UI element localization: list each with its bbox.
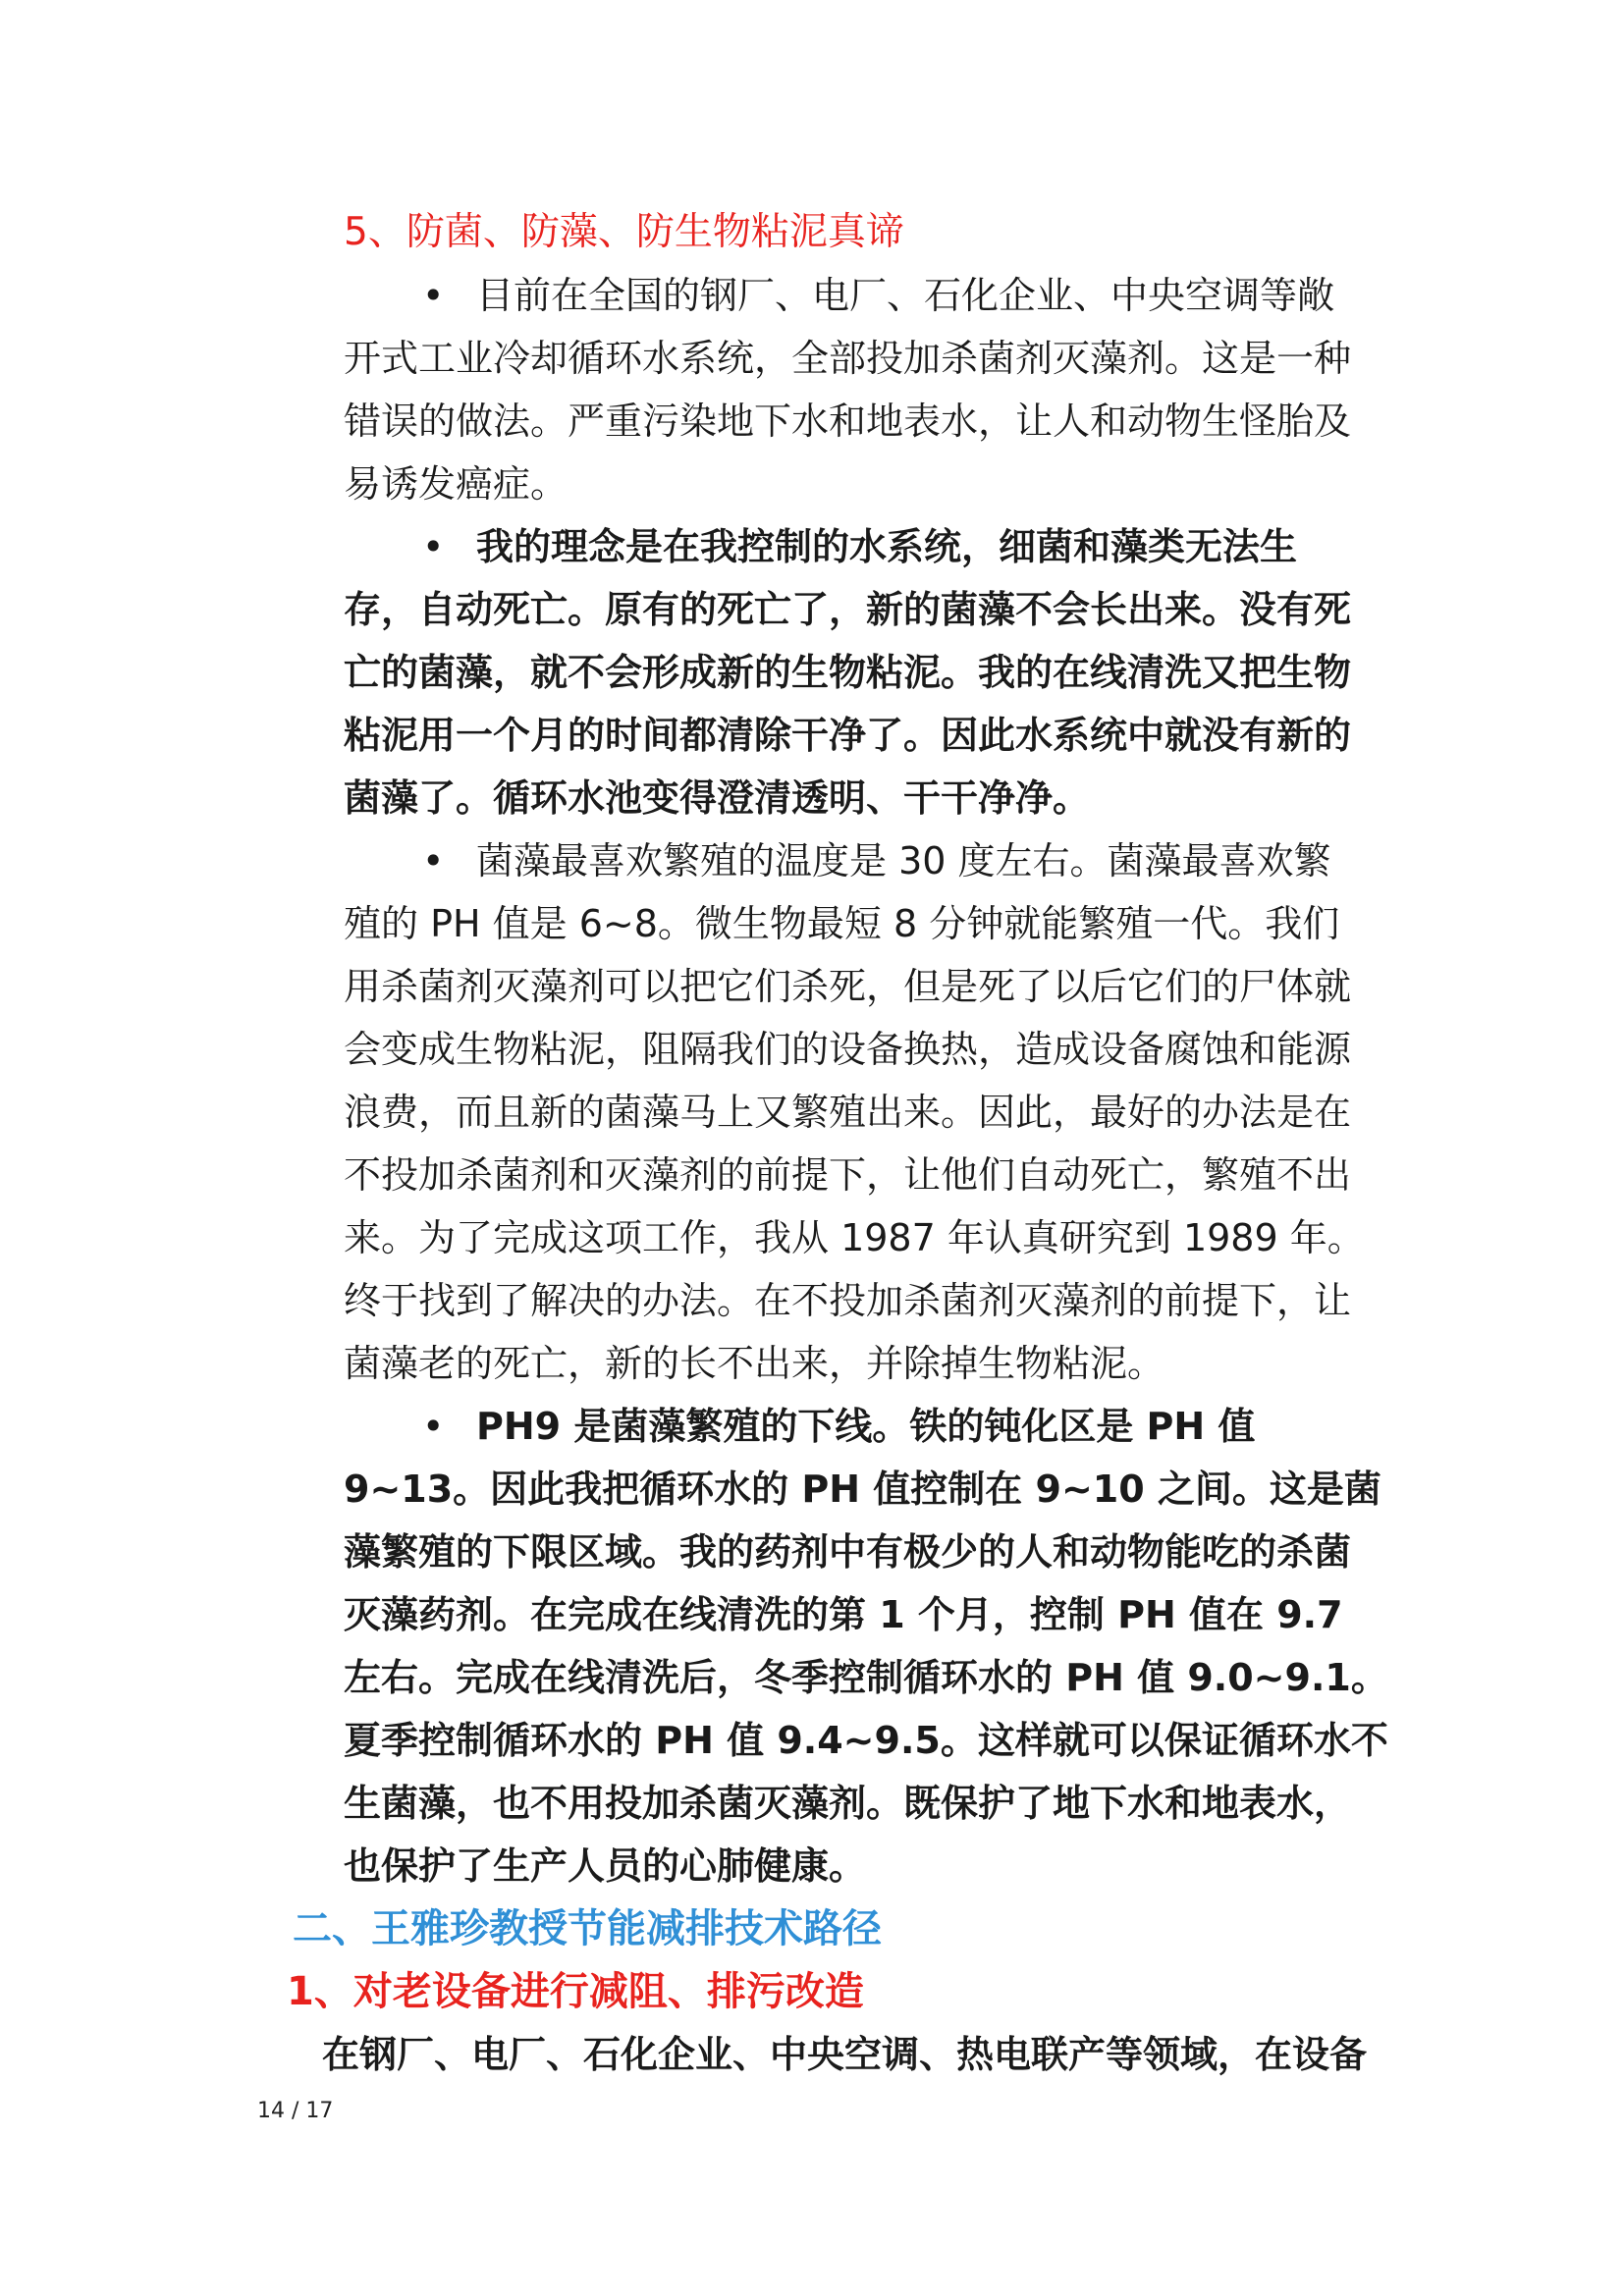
paragraph-line: 错误的做法。严重污染地下水和地表水，让人和动物生怪胎及	[344, 400, 1352, 443]
paragraph-line: 用杀菌剂灭藻剂可以把它们杀死，但是死了以后它们的尸体就	[344, 965, 1352, 1008]
section-heading: 5、防菌、防藻、防生物粘泥真谛	[344, 210, 904, 254]
bullet-icon: •	[422, 839, 445, 882]
paragraph-line: 灭藻药剂。在完成在线清洗的第 1 个月，控制 PH 值在 9.7	[344, 1593, 1343, 1636]
chapter-heading: 二、王雅珍教授节能减排技术路径	[293, 1906, 882, 1951]
paragraph-line: 易诱发癌症。	[344, 462, 568, 506]
paragraph-line: 终于找到了解决的办法。在不投加杀菌剂灭藻剂的前提下，让	[344, 1279, 1352, 1322]
bullet-icon: •	[422, 274, 445, 317]
paragraph-line: 在钢厂、电厂、石化企业、中央空调、热电联产等领域，在设备	[322, 2033, 1368, 2076]
paragraph-line: PH9 是菌藻繁殖的下线。铁的钝化区是 PH 值	[476, 1405, 1256, 1448]
paragraph-line: 亡的菌藻，就不会形成新的生物粘泥。我的在线清洗又把生物	[344, 651, 1352, 694]
paragraph-line: 不投加杀菌剂和灭藻剂的前提下，让他们自动死亡，繁殖不出	[344, 1153, 1352, 1197]
paragraph-line: 夏季控制循环水的 PH 值 9.4~9.5。这样就可以保证循环水不	[344, 1719, 1388, 1762]
paragraph-line: 生菌藻，也不用投加杀菌灭藻剂。既保护了地下水和地表水，	[344, 1782, 1352, 1825]
paragraph-line: 来。为了完成这项工作，我从 1987 年认真研究到 1989 年。	[344, 1216, 1365, 1259]
paragraph-line: 存，自动死亡。原有的死亡了，新的菌藻不会长出来。没有死	[344, 588, 1352, 631]
paragraph-line: 粘泥用一个月的时间都清除干净了。因此水系统中就没有新的	[344, 714, 1352, 757]
paragraph-line: 我的理念是在我控制的水系统，细菌和藻类无法生	[476, 525, 1298, 568]
paragraph-line: 浪费，而且新的菌藻马上又繁殖出来。因此，最好的办法是在	[344, 1091, 1352, 1134]
bullet-icon: •	[422, 525, 445, 568]
paragraph-line: 9~13。因此我把循环水的 PH 值控制在 9~10 之间。这是菌	[344, 1468, 1381, 1511]
bullet-icon: •	[422, 1405, 445, 1448]
paragraph-line: 目前在全国的钢厂、电厂、石化企业、中央空调等敞	[476, 274, 1335, 317]
paragraph-line: 会变成生物粘泥，阻隔我们的设备换热，造成设备腐蚀和能源	[344, 1028, 1352, 1071]
paragraph-line: 也保护了生产人员的心肺健康。	[344, 1844, 867, 1888]
paragraph-line: 菌藻了。循环水池变得澄清透明、干干净净。	[344, 776, 1091, 820]
paragraph-line: 左右。完成在线清洗后，冬季控制循环水的 PH 值 9.0~9.1。	[344, 1656, 1388, 1699]
paragraph-line: 菌藻最喜欢繁殖的温度是 30 度左右。菌藻最喜欢繁	[476, 839, 1331, 882]
paragraph-line: 开式工业冷却循环水系统，全部投加杀菌剂灭藻剂。这是一种	[344, 337, 1352, 380]
paragraph-line: 菌藻老的死亡，新的长不出来，并除掉生物粘泥。	[344, 1342, 1165, 1385]
subsection-heading: 1、对老设备进行减阻、排污改造	[287, 1969, 864, 2014]
paragraph-line: 殖的 PH 值是 6~8。微生物最短 8 分钟就能繁殖一代。我们	[344, 902, 1340, 945]
page-number: 14 / 17	[257, 2099, 334, 2123]
paragraph-line: 藻繁殖的下限区域。我的药剂中有极少的人和动物能吃的杀菌	[344, 1530, 1352, 1574]
